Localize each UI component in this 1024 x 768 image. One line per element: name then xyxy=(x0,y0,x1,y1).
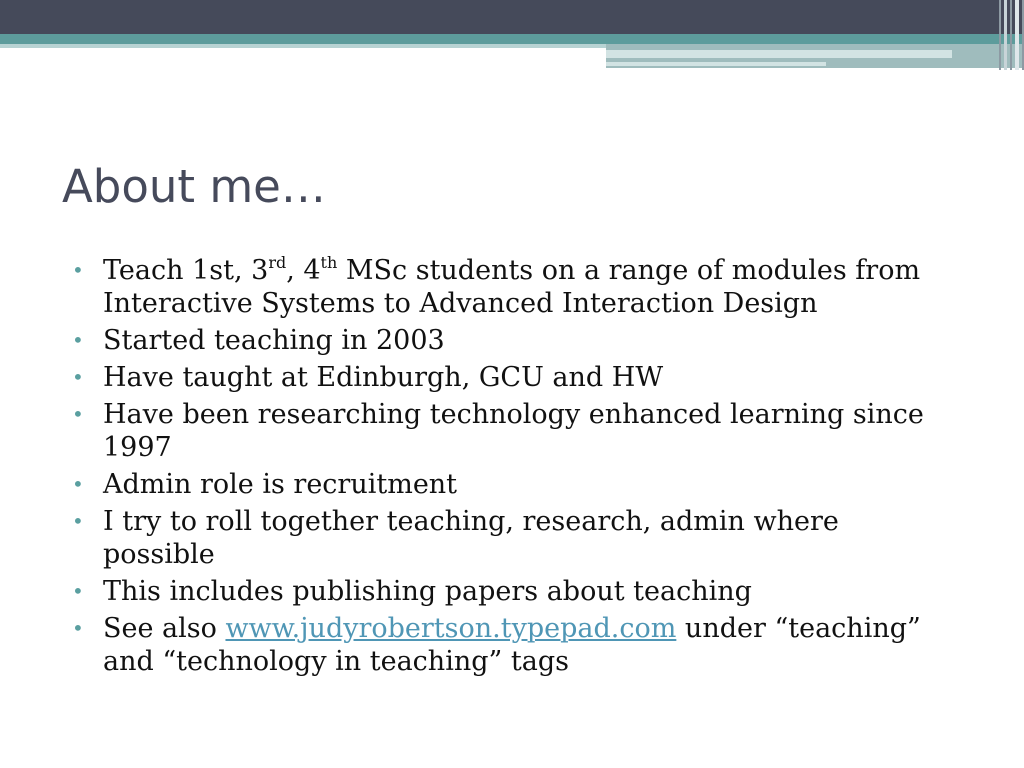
bullet-text: Have been researching technology enhanced learning since 1997 xyxy=(103,399,924,463)
bullet-icon: • xyxy=(72,365,84,389)
list-item xyxy=(72,505,932,571)
list-item xyxy=(72,612,932,678)
bullet-text: See also www.judyrobertson.typepad.com under “teaching” and “technology in teaching” tags xyxy=(103,613,921,677)
bullet-icon: • xyxy=(72,509,84,533)
header-right-line xyxy=(606,50,952,58)
slide-title: About me… xyxy=(62,160,326,213)
list-item xyxy=(72,254,932,320)
bullet-icon: • xyxy=(72,258,84,282)
header-right-line-short xyxy=(606,62,826,66)
bullet-text: Started teaching in 2003 xyxy=(103,325,445,356)
list-item xyxy=(72,398,932,464)
header-dark-band xyxy=(0,0,1024,34)
bullet-text: This includes publishing papers about teaching xyxy=(103,576,752,607)
bullet-text: I try to roll together teaching, research, admin where possible xyxy=(103,506,839,570)
bullet-icon: • xyxy=(72,579,84,603)
header-teal-band xyxy=(0,34,1024,44)
list-item xyxy=(72,324,932,357)
header-stripes xyxy=(992,0,1024,70)
list-item xyxy=(72,575,932,608)
bullet-icon: • xyxy=(72,472,84,496)
bullet-icon: • xyxy=(72,616,84,640)
bullet-text: Teach 1st, 3rd, 4th MSc students on a range of modules from Interactive Systems to Advanced Interaction Design xyxy=(103,253,921,319)
bullet-text: Have taught at Edinburgh, GCU and HW xyxy=(103,362,664,393)
bullet-icon: • xyxy=(72,328,84,352)
list-item xyxy=(72,361,932,394)
bullet-list xyxy=(72,254,932,682)
blog-link[interactable]: www.judyrobertson.typepad.com xyxy=(225,613,677,644)
bullet-text: Admin role is recruitment xyxy=(103,469,458,500)
list-item xyxy=(72,468,932,501)
bullet-icon: • xyxy=(72,402,84,426)
